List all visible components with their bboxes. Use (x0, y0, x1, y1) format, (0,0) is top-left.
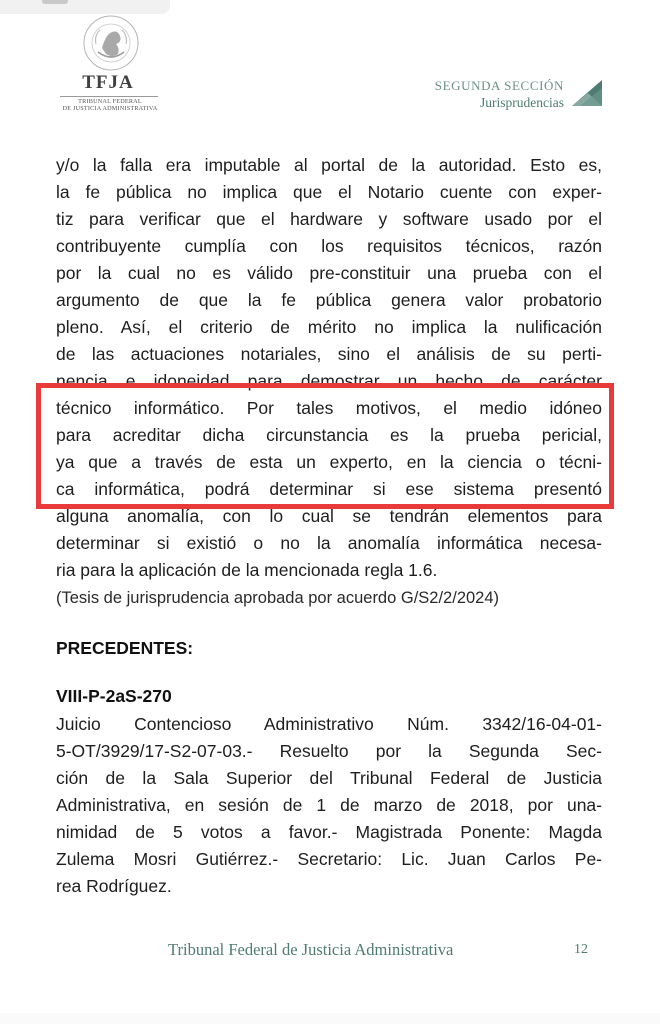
precedent-line: ción de la Sala Superior del Tribunal Federal de Justicia (56, 768, 602, 788)
logo-acronym: TFJA (82, 72, 134, 93)
body-line: alguna anomalía, con lo cual se tendrán elementos para (56, 506, 602, 526)
logo-subtitle-line: TRIBUNAL FEDERAL (78, 98, 142, 105)
logo-divider (60, 96, 158, 97)
body-line: técnico informático. Por tales motivos, el medio idóneo (56, 398, 602, 418)
precedent-line: Juicio Contencioso Administrativo Núm. 3342/16-04-01- (56, 714, 602, 734)
precedent-line: Administrativa, en sesión de 1 de marzo de 2018, por una- (56, 795, 602, 815)
precedent-paragraph (56, 711, 602, 900)
body-line: contribuyente cumplía con los requisitos técnicos, razón (56, 236, 602, 256)
body-line: de las actuaciones notariales, sino el análisis de su perti- (56, 344, 602, 364)
mexican-seal-icon (82, 14, 140, 72)
body-line: ya que a través de esta un experto, en la ciencia o técni- (56, 452, 602, 472)
body-line: ca informática, podrá determinar si ese sistema presentó (56, 479, 602, 499)
toolbar-tab-handle[interactable] (42, 0, 68, 4)
logo-subtitle (52, 98, 168, 112)
section-subtitle: Jurisprudencias (480, 95, 564, 110)
body-line: ria para la aplicación de la mencionada regla 1.6. (56, 560, 438, 580)
precedent-line: 5-OT/3929/17-S2-07-03.- Resuelto por la Segunda Sec- (56, 741, 602, 761)
body-line: y/o la falla era imputable al portal de la autoridad. Esto es, (56, 155, 602, 175)
body-line: tiz para verificar que el hardware y software usado por el (56, 209, 602, 229)
bottom-edge (0, 1013, 660, 1024)
body-line: nencia e idoneidad para demostrar un hecho de carácter (56, 371, 602, 391)
footer-title: Tribunal Federal de Justicia Administrativa (168, 940, 454, 959)
red-highlight-box (36, 383, 614, 509)
tfja-logo (58, 14, 168, 112)
logo-subtitle-line: DE JUSTICIA ADMINISTRATIVA (62, 105, 158, 112)
precedent-code: VIII-P-2aS-270 (56, 686, 172, 706)
top-toolbar-fragment (0, 0, 170, 14)
section-triangle-icon (568, 76, 604, 110)
precedent-line: rea Rodríguez. (56, 876, 172, 896)
precedentes-heading: PRECEDENTES: (56, 638, 194, 658)
body-line: determinar si existió o no la anomalía informática necesa- (56, 533, 602, 553)
tesis-note: (Tesis de jurisprudencia aprobada por acuerdo G/S2/2/2024) (56, 589, 500, 607)
body-line: argumento de que la fe pública genera valor probatorio (56, 290, 602, 310)
page-number: 12 (574, 942, 588, 957)
body-line: por la cual no es válido pre-constituir una prueba con el (56, 263, 602, 283)
precedent-line: nimidad de 5 votos a favor.- Magistrada Ponente: Magda (56, 822, 602, 842)
section-title: SEGUNDA SECCIÓN (434, 78, 564, 93)
precedent-line: Zulema Mosri Gutiérrez.- Secretario: Lic. Juan Carlos Pe- (56, 849, 602, 869)
body-line: pleno. Así, el criterio de mérito no implica la nulificación (56, 317, 602, 337)
body-paragraph (56, 152, 602, 584)
body-line: la fe pública no implica que el Notario cuente con exper- (56, 182, 602, 202)
body-line: para acreditar dicha circunstancia es la prueba pericial, (56, 425, 602, 445)
